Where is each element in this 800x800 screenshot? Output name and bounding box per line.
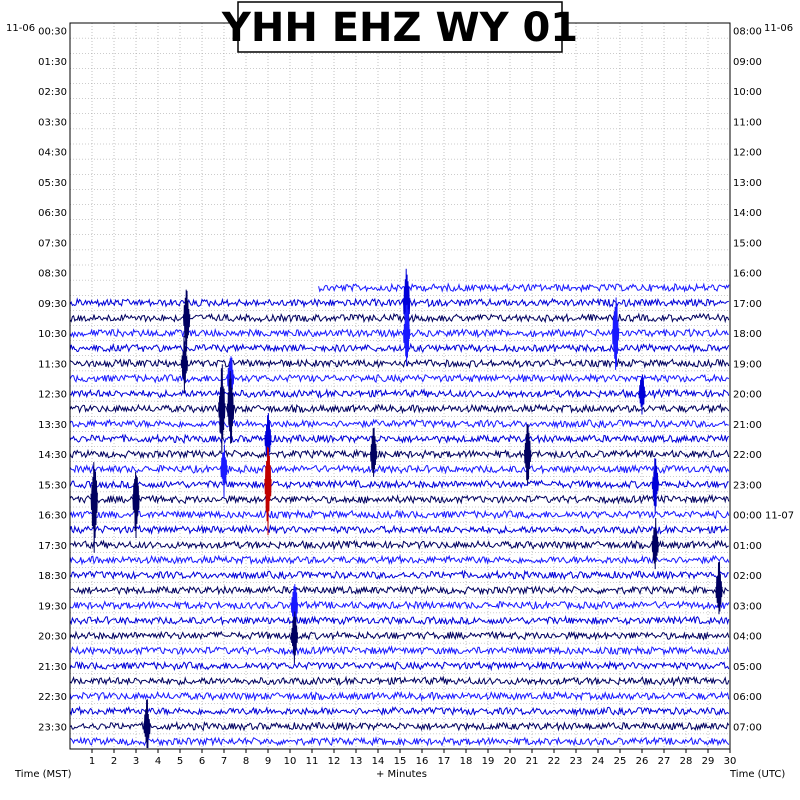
left-time-label: 15:30	[38, 480, 67, 492]
x-tick-label: 29	[701, 756, 715, 767]
chart-title-box	[221, 2, 578, 52]
left-time-label: 00:30	[38, 26, 67, 38]
left-time-label: 14:30	[38, 450, 67, 462]
x-tick-label: 30	[723, 756, 737, 767]
left-time-label: 18:30	[38, 571, 67, 583]
left-axis-label: Time (MST)	[15, 769, 72, 780]
left-time-label: 05:30	[38, 177, 67, 189]
x-tick-label: 3	[132, 756, 140, 767]
left-time-label: 21:30	[38, 661, 67, 673]
right-time-label: 09:00	[733, 56, 762, 68]
x-tick-label: 1	[88, 756, 96, 767]
x-tick-label: 11	[305, 756, 319, 767]
x-tick-label: 4	[154, 756, 162, 767]
chart-title: YHH EHZ WY 01	[221, 5, 579, 51]
right-time-label: 13:00	[733, 177, 762, 189]
x-tick-label: 20	[503, 756, 517, 767]
right-time-label: 10:00	[733, 87, 762, 99]
x-tick-label: 26	[635, 756, 649, 767]
left-time-label: 22:30	[38, 692, 67, 704]
x-tick-label: 12	[327, 756, 341, 767]
right-time-label: 05:00	[733, 661, 762, 673]
right-time-label: 14:00	[733, 208, 762, 220]
x-tick-label: 6	[198, 756, 206, 767]
x-tick-label: 25	[613, 756, 627, 767]
right-time-label: 20:00	[733, 389, 762, 401]
x-tick-label: 23	[569, 756, 583, 767]
right-time-label: 08:00	[733, 26, 762, 38]
left-time-label: 03:30	[38, 117, 67, 129]
right-time-label: 02:00	[733, 571, 762, 583]
x-tick-label: 15	[393, 756, 407, 767]
left-time-label: 20:30	[38, 631, 67, 643]
left-time-label: 10:30	[38, 329, 67, 341]
x-tick-label: 9	[264, 756, 272, 767]
x-tick-label: 18	[459, 756, 473, 767]
right-time-label: 00:00 11-07	[733, 510, 795, 522]
left-time-label: 12:30	[38, 389, 67, 401]
x-tick-label: 10	[283, 756, 297, 767]
right-time-label: 06:00	[733, 692, 762, 704]
right-time-label: 21:00	[733, 419, 762, 431]
right-date-label: 11-06	[764, 23, 794, 34]
right-time-label: 04:00	[733, 631, 762, 643]
x-tick-label: 14	[371, 756, 385, 767]
left-time-label: 11:30	[38, 359, 67, 371]
right-time-label: 18:00	[733, 329, 762, 341]
x-tick-label: 5	[176, 756, 184, 767]
left-time-label: 04:30	[38, 147, 67, 159]
left-time-label: 13:30	[38, 419, 67, 431]
left-time-label: 02:30	[38, 87, 67, 99]
x-axis-label: + Minutes	[376, 769, 427, 780]
right-time-label: 11:00	[733, 117, 762, 129]
x-tick-label: 21	[525, 756, 539, 767]
x-tick-label: 13	[349, 756, 363, 767]
right-time-label: 19:00	[733, 359, 762, 371]
right-time-label: 07:00	[733, 722, 762, 734]
left-time-label: 08:30	[38, 268, 67, 280]
left-time-label: 07:30	[38, 238, 67, 250]
right-axis-label: Time (UTC)	[730, 769, 786, 780]
left-time-label: 06:30	[38, 208, 67, 220]
right-time-label: 22:00	[733, 450, 762, 462]
x-tick-label: 22	[547, 756, 561, 767]
right-time-label: 15:00	[733, 238, 762, 250]
left-time-label: 09:30	[38, 298, 67, 310]
x-tick-label: 27	[657, 756, 671, 767]
x-tick-label: 2	[110, 756, 118, 767]
x-tick-label: 28	[679, 756, 693, 767]
left-time-label: 23:30	[38, 722, 67, 734]
right-time-label: 23:00	[733, 480, 762, 492]
x-tick-label: 24	[591, 756, 605, 767]
right-time-label: 12:00	[733, 147, 762, 159]
right-time-label: 03:00	[733, 601, 762, 613]
left-time-label: 16:30	[38, 510, 67, 522]
right-time-label: 01:00	[733, 540, 762, 552]
left-date-label: 11-06	[6, 23, 36, 34]
x-tick-label: 16	[415, 756, 429, 767]
x-tick-label: 7	[220, 756, 228, 767]
left-time-label: 17:30	[38, 540, 67, 552]
right-time-label: 16:00	[733, 268, 762, 280]
x-tick-label: 17	[437, 756, 451, 767]
x-tick-label: 8	[242, 756, 250, 767]
left-time-label: 01:30	[38, 56, 67, 68]
x-tick-label: 19	[481, 756, 495, 767]
right-time-label: 17:00	[733, 298, 762, 310]
left-time-label: 19:30	[38, 601, 67, 613]
